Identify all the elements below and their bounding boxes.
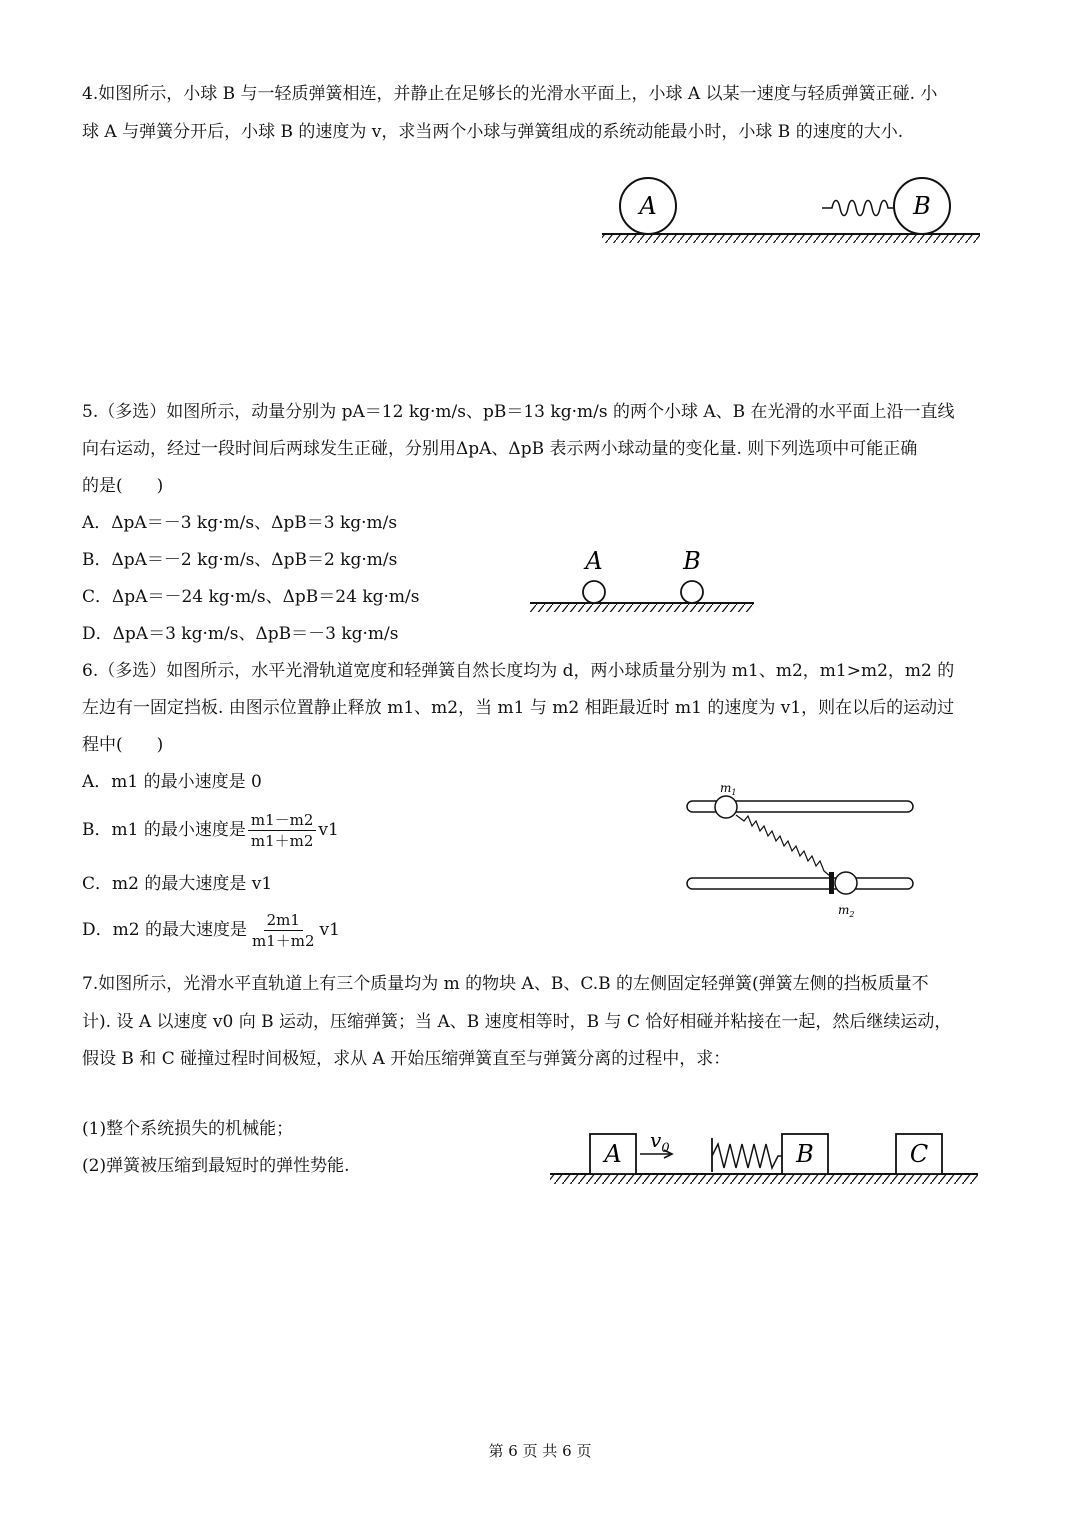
q4-figure bbox=[600, 170, 985, 245]
q5-line-2: 向右运动，经过一段时间后两球发生正碰，分别用ΔpA、ΔpB 表示两小球动量的变化量. 则下列选项中可能正确 bbox=[82, 439, 918, 459]
q5-option-a: A．ΔpA＝－3 kg·m/s、ΔpB＝3 kg·m/s bbox=[82, 513, 398, 533]
q7-line-1: 7.如图所示，光滑水平直轨道上有三个质量均为 m 的物块 A、B、C.B 的左侧固定轻弹簧(弹簧左侧的挡板质量不 bbox=[82, 974, 929, 994]
block-a-label: A bbox=[604, 1140, 622, 1168]
q6-option-d: D．m2 的最大速度是 $\frac{2m1}{m1+m2}$ v1 bbox=[82, 911, 340, 950]
q4-line-2: 球 A 与弹簧分开后，小球 B 的速度为 v，求当两个小球与弹簧组成的系统动能最小时，小球 B 的速度的大小. bbox=[82, 122, 904, 142]
q7-line-3: 假设 B 和 C 碰撞过程时间极短，求从 A 开始压缩弹簧直至与弹簧分离的过程中，求： bbox=[82, 1049, 731, 1069]
bottom-rail bbox=[687, 878, 913, 889]
q6-option-a: A．m1 的最小速度是 0 bbox=[82, 772, 262, 792]
q6-option-c: C．m2 的最大速度是 v1 bbox=[82, 874, 273, 894]
ball-a bbox=[583, 581, 605, 603]
ball-b-label: B bbox=[913, 192, 931, 220]
q5-line-3: 的是( ) bbox=[82, 476, 164, 496]
q5-option-b: B．ΔpA＝－2 kg·m/s、ΔpB＝2 kg·m/s bbox=[82, 550, 398, 570]
page-footer: 第 6 页 共 6 页 bbox=[488, 1442, 592, 1460]
block-c-label: C bbox=[909, 1140, 929, 1168]
q6-option-b: B．m1 的最小速度是 $\frac{m1-m2}{m1+m2}$ v1 bbox=[82, 811, 339, 850]
block-b-label: B bbox=[796, 1140, 814, 1168]
ball-a-label: A bbox=[639, 192, 657, 220]
ball-b bbox=[681, 581, 703, 603]
label-a: A bbox=[585, 547, 603, 575]
label-b: B bbox=[683, 547, 701, 575]
q7-sub-1: (1)整个系统损失的机械能； bbox=[82, 1119, 294, 1139]
label-m1: $m_1$ bbox=[720, 781, 737, 797]
q7-sub-2: (2)弹簧被压缩到最短时的弹性势能. bbox=[82, 1156, 350, 1176]
q6-line-2: 左边有一固定挡板. 由图示位置静止释放 m1、m2，当 m1 与 m2 相距最近时 m1 的速度为 v1，则在以后的运动过 bbox=[82, 698, 955, 718]
label-m2: $m_2$ bbox=[838, 903, 855, 919]
q6-figure bbox=[684, 775, 919, 920]
velocity-label: $v_0$ bbox=[650, 1128, 670, 1156]
q5-option-c: C．ΔpA＝－24 kg·m/s、ΔpB＝24 kg·m/s bbox=[82, 587, 420, 607]
q5-figure bbox=[528, 545, 758, 615]
q5-option-d: D．ΔpA＝3 kg·m/s、ΔpB＝－3 kg·m/s bbox=[82, 624, 399, 644]
ball-m2 bbox=[835, 872, 857, 894]
spring bbox=[712, 1144, 782, 1168]
spring bbox=[736, 815, 830, 876]
q7-line-2: 计). 设 A 以速度 v0 向 B 运动，压缩弹簧；当 A、B 速度相等时，B 与 C 恰好相碰并粘接在一起，然后继续运动， bbox=[82, 1012, 952, 1032]
q6-line-3: 程中( ) bbox=[82, 735, 164, 755]
q6-line-1: 6.（多选）如图所示，水平光滑轨道宽度和轻弹簧自然长度均为 d，两小球质量分别为 m1、m2，m1>m2，m2 的 bbox=[82, 661, 955, 681]
q7-figure bbox=[548, 1122, 983, 1192]
q5-line-1: 5.（多选）如图所示，动量分别为 pA＝12 kg·m/s、pB＝13 kg·m/s 的两个小球 A、B 在光滑的水平面上沿一直线 bbox=[82, 402, 955, 422]
spring bbox=[822, 201, 894, 216]
q4-line-1: 4.如图所示，小球 B 与一轻质弹簧相连，并静止在足够长的光滑水平面上，小球 A 以某一速度与轻质弹簧正碰. 小 bbox=[82, 84, 938, 104]
ball-m1 bbox=[715, 796, 737, 818]
stopper bbox=[829, 872, 834, 894]
